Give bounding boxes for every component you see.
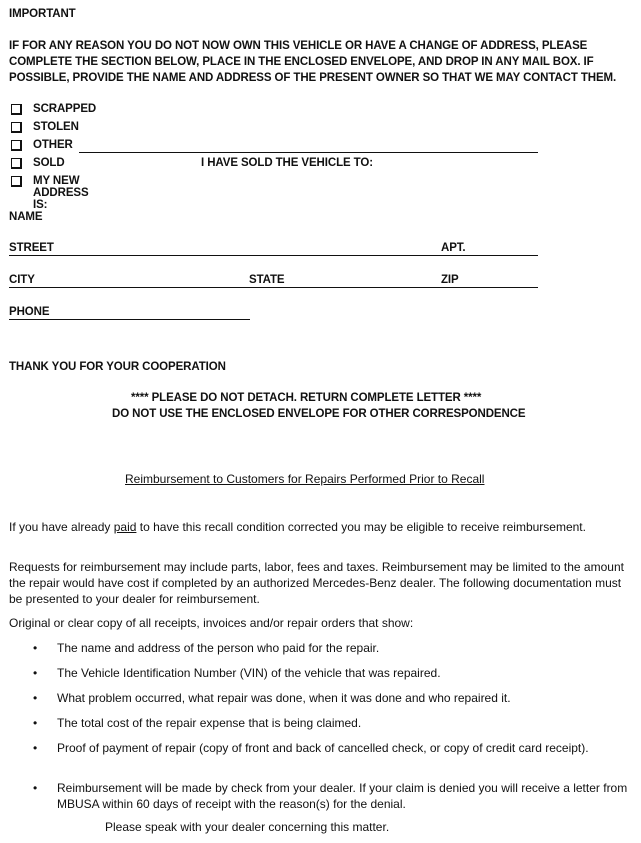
- checkbox-icon[interactable]: [11, 122, 22, 133]
- reimbursement-title: Reimbursement to Customers for Repairs Performed Prior to Recall: [125, 472, 485, 486]
- phone-underline[interactable]: [9, 319, 250, 320]
- bullet-text: The Vehicle Identification Number (VIN) of the vehicle that was repaired.: [57, 666, 441, 680]
- checkbox-icon[interactable]: [11, 104, 22, 115]
- bullet-text: The total cost of the repair expense that is being claimed.: [57, 716, 362, 730]
- thanks-text: THANK YOU FOR YOUR COOPERATION: [9, 361, 226, 373]
- bullet-text: The name and address of the person who paid for the repair.: [57, 641, 380, 655]
- bullet-icon: •: [33, 716, 38, 730]
- checkbox-icon[interactable]: [11, 140, 22, 151]
- bullet-text: Proof of payment of repair (copy of front and back of cancelled check, or copy of credit card receipt).: [57, 741, 589, 755]
- option-label-stolen: STOLEN: [33, 121, 79, 133]
- detach-notice: **** PLEASE DO NOT DETACH. RETURN COMPLETE LETTER ****: [131, 392, 482, 404]
- checkbox-icon[interactable]: [11, 176, 22, 187]
- bullet-icon: •: [33, 666, 38, 680]
- state-label: STATE: [249, 274, 285, 286]
- bullet-text: What problem occurred, what repair was done, when it was done and who repaired it.: [57, 691, 511, 705]
- city-underline[interactable]: [9, 287, 538, 288]
- zip-label: ZIP: [441, 274, 459, 286]
- bullet-icon: •: [33, 741, 38, 755]
- bullet-icon: •: [33, 641, 38, 655]
- intro-after: to have this recall condition corrected you may be eligible to receive reimbursement.: [136, 520, 586, 534]
- reimbursement-intro: [9, 519, 637, 535]
- option-label-scrapped: SCRAPPED: [33, 103, 97, 115]
- option-label-other: OTHER: [33, 139, 73, 151]
- street-label: STREET: [9, 242, 54, 254]
- name-label: NAME: [9, 211, 43, 223]
- notice-paragraph: IF FOR ANY REASON YOU DO NOT NOW OWN THIS VEHICLE OR HAVE A CHANGE OF ADDRESS, PLEASE COMPLETE THE SECTION BELOW, PLACE IN THE ENCLOSED ENVELOPE, AND DROP IN ANY MAIL BOX. IF POSSIBLE, PROVIDE THE NAME AND ADDRESS OF THE PRESENT OWNER SO THAT WE MAY CONTACT THEM.: [9, 40, 617, 84]
- reimbursement-original: Original or clear copy of all receipts, invoices and/or repair orders that show:: [9, 616, 414, 630]
- other-underline[interactable]: [79, 152, 538, 153]
- street-underline[interactable]: [9, 255, 538, 256]
- intro-underlined: paid: [113, 520, 137, 534]
- bullet-icon: •: [33, 781, 38, 795]
- city-label: CITY: [9, 274, 35, 286]
- apt-label: APT.: [441, 242, 466, 254]
- sold-to-label: I HAVE SOLD THE VEHICLE TO:: [201, 157, 373, 169]
- reimbursement-footer: Please speak with your dealer concerning this matter.: [105, 820, 390, 834]
- checkbox-icon[interactable]: [11, 158, 22, 169]
- bullet-text: Reimbursement will be made by check from your dealer. If your claim is denied you will receive a letter from MBUSA within 60 days of receipt with the reason(s) for the denial.: [57, 781, 628, 811]
- reimbursement-requests: Requests for reimbursement may include parts, labor, fees and taxes. Reimbursement may be limited to the amount the repair would have cost if completed by an authorized Mercedes-Benz dealer. The following documentation must be presented to your dealer for reimbursement.: [9, 560, 624, 606]
- option-label-new-address: MY NEW ADDRESS IS:: [33, 175, 89, 211]
- envelope-notice: DO NOT USE THE ENCLOSED ENVELOPE FOR OTHER CORRESPONDENCE: [112, 408, 526, 420]
- option-label-sold: SOLD: [33, 157, 65, 169]
- intro-before: If you have already: [9, 520, 114, 534]
- phone-label: PHONE: [9, 306, 50, 318]
- important-heading: IMPORTANT: [9, 8, 76, 20]
- bullet-icon: •: [33, 691, 38, 705]
